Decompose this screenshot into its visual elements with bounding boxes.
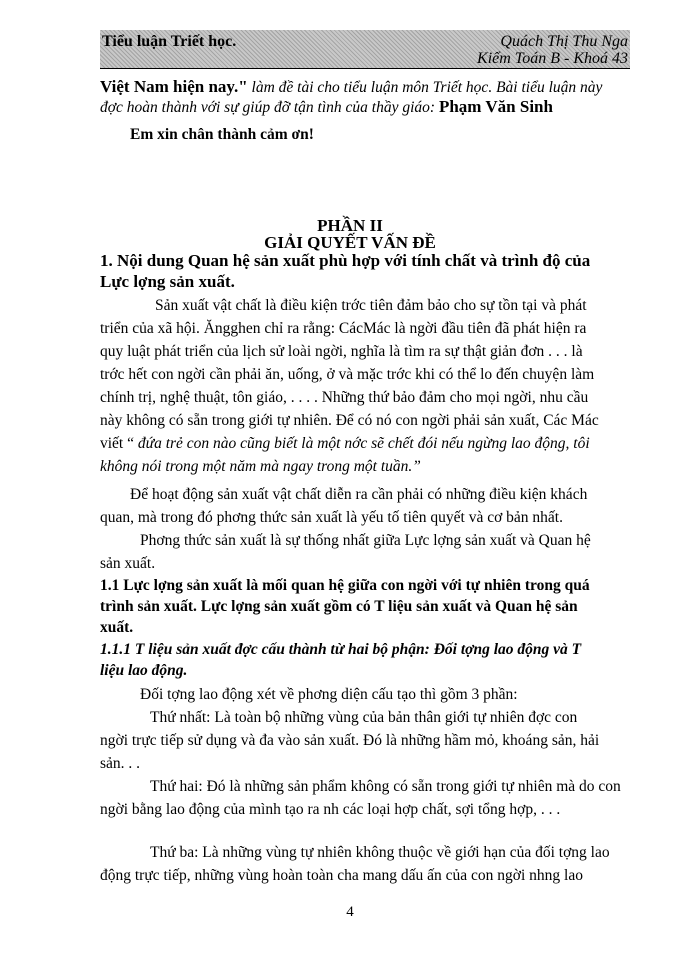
intro-line-1: Việt Nam hiện nay." làm đề tài cho tiểu luận môn Triết học. Bài tiểu luận này <box>100 77 603 96</box>
paragraph-line: sản. . . <box>100 755 141 772</box>
paragraph-line: chính trị, nghệ thuật, tôn giáo, . . . . Những thứ bảo đảm cho mọi ngời, nhu cầu <box>100 389 589 406</box>
quote-line-2: không nói trong một năm mà ngay trong một tuần.” <box>100 458 421 475</box>
intro-line-2: đợc hoàn thành với sự giúp đỡ tận tình của thầy giáo: Phạm Văn Sinh <box>100 97 553 116</box>
paragraph-line: Thứ nhất: Là toàn bộ những vùng của bản thân giới tự nhiên đợc con <box>150 709 578 726</box>
section-1-1-1-heading: 1.1.1 T liệu sản xuất đợc cấu thành từ hai bộ phận: Đối tợng lao động và T <box>100 641 582 658</box>
paragraph-line: Phơng thức sản xuất là sự thống nhất giữa Lực lợng sản xuất và Quan hệ <box>140 532 591 549</box>
paragraph-line: Để hoạt động sản xuất vật chất diễn ra cần phải có những điều kiện khách <box>130 486 588 503</box>
header-class: Kiểm Toán B - Khoá 43 <box>477 50 628 67</box>
page-number: 4 <box>346 904 354 920</box>
paragraph-line: ngời trực tiếp sử dụng và đa vào sản xuất. Đó là những hầm mỏ, khoáng sản, hải <box>100 732 600 749</box>
section-1-1-heading: xuất. <box>100 619 134 636</box>
paragraph-line: sản xuất. <box>100 555 156 572</box>
paragraph-line: động trực tiếp, những vùng hoàn toàn cha mang dấu ấn của con ngời nhng lao <box>100 867 583 884</box>
paragraph-line: Thứ hai: Đó là những sản phẩm không có sẵn trong giới tự nhiên mà do con <box>150 778 621 795</box>
thanks-line: Em xin chân thành cảm ơn! <box>130 126 314 143</box>
paragraph-line: triển của xã hội. Ăngghen chỉ ra rằng: CácMác là ngời đầu tiên đã phát hiện ra <box>100 320 587 337</box>
part-title: GIẢI QUYẾT VẤN ĐỀ <box>264 233 436 252</box>
section-1-heading-line-1: 1. Nội dung Quan hệ sản xuất phù hợp với tính chất và trình độ của <box>100 251 591 270</box>
paragraph-line: Thứ ba: Là những vùng tự nhiên không thuộc về giới hạn của đối tợng lao <box>150 844 610 861</box>
page-header <box>100 30 630 69</box>
paragraph-line: quy luật phát triển của lịch sử loài ngời, nghĩa là tìm ra sự thật giản đơn . . . là <box>100 343 583 360</box>
paragraph-line: Đối tợng lao động xét về phơng diện cấu tạo thì gồm 3 phần: <box>140 686 518 703</box>
section-1-1-heading: trình sản xuất. Lực lợng sản xuất gồm có T liệu sản xuất và Quan hệ sản <box>100 598 578 615</box>
paragraph-line: này không có sẵn trong giới tự nhiên. Để có nó con ngời phải sản xuất, Các Mác <box>100 412 599 429</box>
paragraph-line: ngời bằng lao động của mình tạo ra nh các loại hợp chất, sợi tổng hợp, . . . <box>100 801 561 818</box>
quote-line-1: viết “ đứa trẻ con nào cũng biết là một nớc sẽ chết đói nếu ngừng lao động, tôi <box>100 435 590 452</box>
header-title: Tiểu luận Triết học. <box>102 33 237 50</box>
teacher-name: Phạm Văn Sinh <box>438 97 553 116</box>
section-1-heading-line-2: Lực lợng sản xuất. <box>100 272 235 291</box>
paragraph-line: Sản xuất vật chất là điều kiện trớc tiên đảm bảo cho sự tồn tại và phát <box>155 297 587 314</box>
section-1-1-heading: 1.1 Lực lợng sản xuất là mối quan hệ giữa con ngời với tự nhiên trong quá <box>100 577 590 594</box>
paragraph-line: quan, mà trong đó phơng thức sản xuất là yếu tố tiên quyết và cơ bản nhất. <box>100 509 563 526</box>
header-author: Quách Thị Thu Nga <box>500 33 628 50</box>
part-number: PHẦN II <box>317 216 383 235</box>
paragraph-line: trớc hết con ngời cần phải ăn, uống, ở và mặc trớc khi có thể lo đến chuyện làm <box>100 366 595 383</box>
section-1-1-1-heading: liệu lao động. <box>100 662 188 679</box>
